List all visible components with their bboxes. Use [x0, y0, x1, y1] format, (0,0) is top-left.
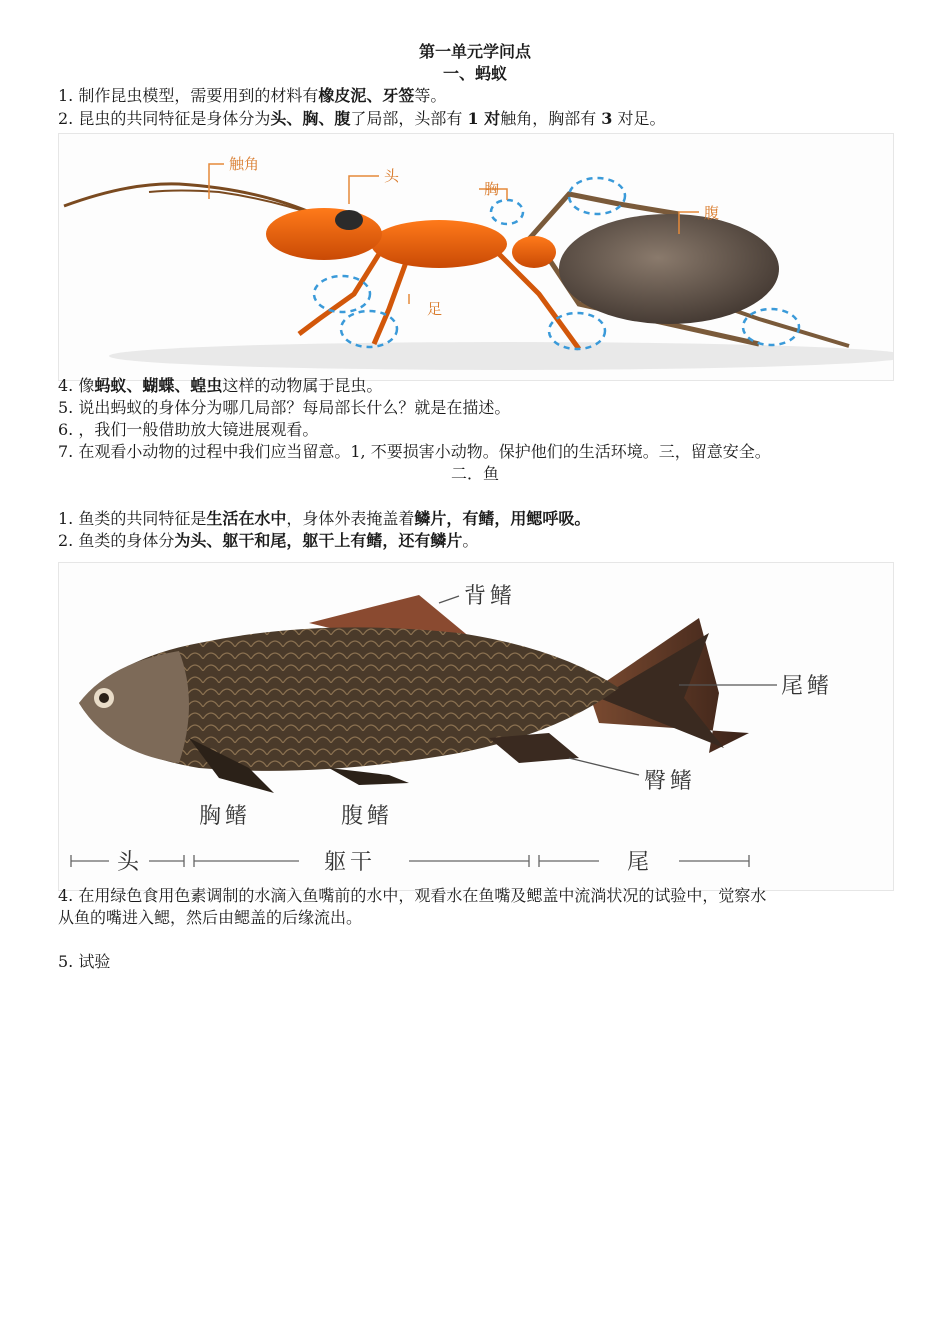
point-6: 6. ，我们一般借助放大镜进展观看。 [58, 420, 319, 439]
fish-point-1: 1. 鱼类的共同特征是生活在水中，身体外表掩盖着鳞片，有鳍，用鳃呼吸。 [58, 509, 591, 528]
point-2: 2. 昆虫的共同特征是身体分为头、胸、腹了局部，头部有 1 对触角，胸部有 3 对足。 [58, 109, 666, 128]
section-ant-heading: 一、蚂蚁 [442, 64, 507, 83]
point-1: 1. 制作昆虫模型，需要用到的材料有橡皮泥、牙签等。 [58, 86, 447, 105]
point-7: 7. 在观看小动物的过程中我们应当留意。1, 不要损害小动物。保护他们的生活环境。三，留意安全。 [58, 442, 771, 461]
head-label: 头 [384, 167, 400, 185]
page-title: 第一单元学问点 [418, 42, 531, 61]
fish-diagram [58, 562, 894, 891]
point-5: 5. 说出蚂蚁的身体分为哪几局部？每局部长什么？就是在描述。 [58, 398, 511, 417]
antenna-label: 触角 [229, 155, 260, 173]
tail-section-label: 尾 [627, 850, 654, 875]
tail-fin-label: 尾鳍 [781, 674, 834, 699]
fish-illustration [59, 563, 893, 890]
fish-point-4-line1: 4. 在用绿色食用色素调制的水滴入鱼嘴前的水中，观看水在鱼嘴及鳃盖中流淌状况的试验中，觉察水 [58, 886, 767, 905]
fish-point-4-line2: 从鱼的嘴进入鳃，然后由鳃盖的后缘流出。 [58, 908, 363, 927]
anal-fin-label: 臀鳍 [644, 769, 697, 794]
section-fish-heading: 二．鱼 [450, 464, 499, 483]
leg-label: 足 [427, 300, 443, 318]
dorsal-fin-label: 背鳍 [464, 584, 517, 609]
pelvic-fin-label: 腹鳍 [341, 804, 394, 829]
chest-label: 胸 [484, 180, 500, 198]
trunk-section-label: 躯干 [324, 850, 377, 875]
pectoral-fin-label: 胸鳍 [199, 804, 252, 829]
ant-diagram [58, 133, 894, 381]
ant-illustration [59, 134, 893, 380]
fish-point-2: 2. 鱼类的身体分为头、躯干和尾，躯干上有鳍，还有鳞片。 [58, 531, 479, 550]
head-section-label: 头 [117, 850, 144, 875]
abdomen-label: 腹 [704, 204, 720, 222]
point-4: 4. 像蚂蚁、蝴蝶、蝗虫这样的动物属于昆虫。 [58, 376, 383, 395]
fish-point-5: 5. 试验 [58, 952, 111, 971]
